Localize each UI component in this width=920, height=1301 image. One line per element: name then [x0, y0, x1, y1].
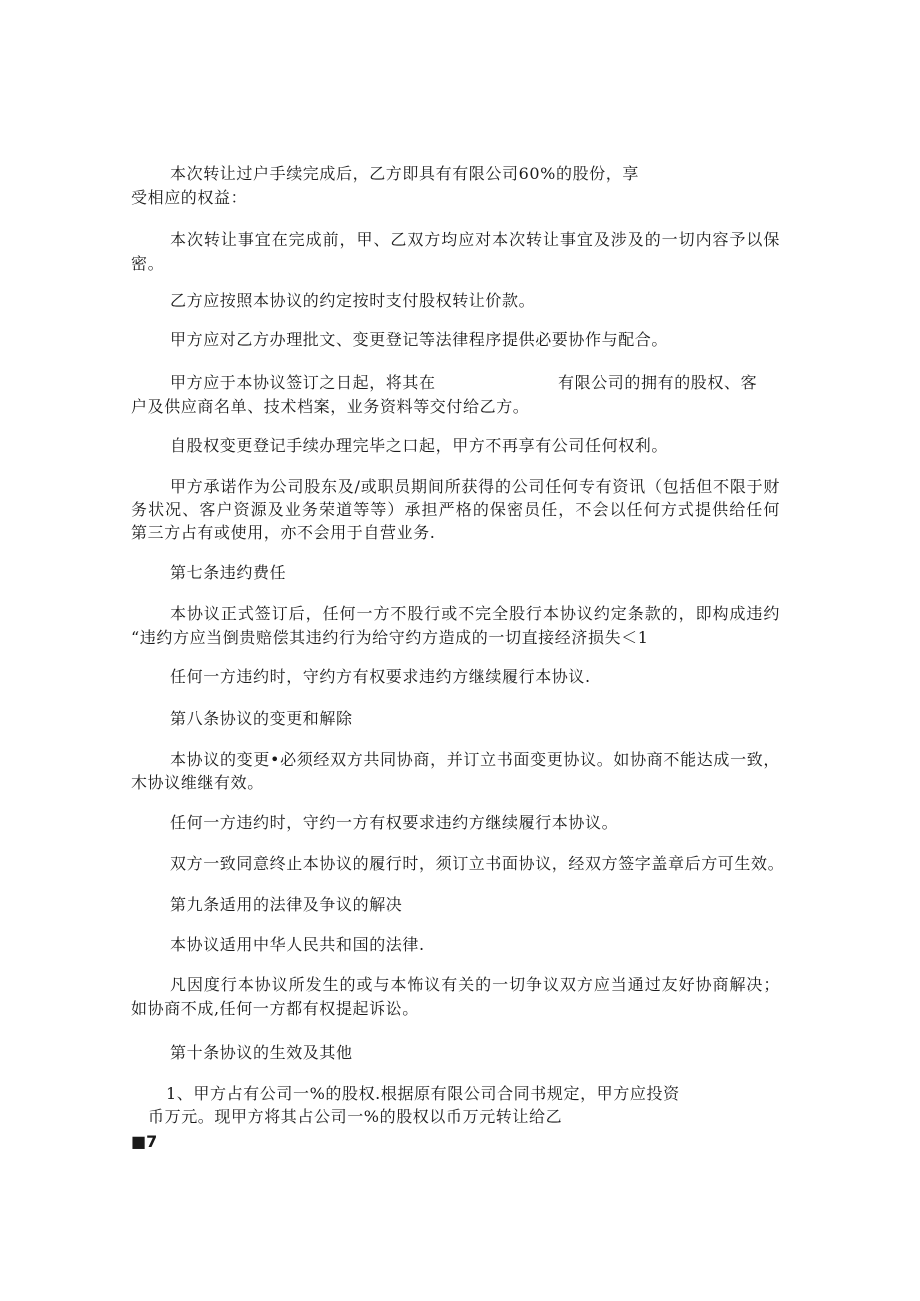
- paragraph-line: 密。: [131, 254, 165, 273]
- paragraph-line: 第三方占有或使用，亦不会用于自营业务.: [131, 523, 436, 542]
- paragraph-line: 本协议的变更•必须经双方共同协商，并订立书面变更协议。如协商不能达成一致，: [170, 750, 780, 769]
- paragraph-line: 凡因度行本协议所发生的或与本怖议有关的一切争议双方应当通过友好协商解决；: [170, 975, 780, 994]
- paragraph-line: 如协商不成,任何一方都有权提起诉讼。: [131, 999, 419, 1018]
- paragraph-line: 任何一方违约时，守约方有权要求违约方继续履行本协议.: [170, 667, 591, 686]
- paragraph-line: 本协议正式签订后，任何一方不股行或不完全股行本协议约定条款的，即构成违约: [170, 604, 780, 623]
- paragraph-line: “违约方应当倒贵赔偿其违约行为给守约方造成的一切直接经济损失＜1: [131, 628, 649, 647]
- paragraph-line: 甲方承诺作为公司股东及/或职员期间所获得的公司任何专有资讯（包括但不限于财: [170, 477, 780, 496]
- paragraph-line: 务状况、客户资源及业务荣道等等）承担严格的保密员任，不会以任何方式提供给任何: [131, 500, 780, 519]
- section-heading: 第八条协议的变更和解除: [170, 709, 353, 728]
- paragraph-line: 本次转让过户手续完成后，乙方即具有有限公司60%的股份，享: [170, 164, 639, 183]
- paragraph-line: 甲方应对乙方办理批文、变更登记等法律程序提供必要协作与配合。: [170, 330, 669, 349]
- paragraph-line: 户及供应商名单、技术档案，业务资料等交付给乙方。: [131, 397, 530, 416]
- paragraph-line: 币万元。现甲方将其占公司一%的股权以币万元转让给乙: [148, 1107, 563, 1126]
- paragraph-line: 1、甲方占有公司一%的股权.根据原有限公司合同书规定，甲方应投资: [166, 1084, 680, 1103]
- section-heading: 第七条违约费任: [170, 563, 287, 582]
- paragraph-line: 本协议适用中华人民共和国的法律.: [170, 935, 425, 954]
- paragraph-line: 双方一致同意终止本协议的履行时，须订立书面协议，经双方签字盖章后方可生效。: [170, 854, 785, 873]
- paragraph-line: 自股权变更登记手续办理完毕之口起，甲方不再享有公司任何权利。: [170, 436, 669, 455]
- page-number: ■7: [131, 1132, 158, 1151]
- section-heading: 第九条适用的法律及争议的解决: [170, 895, 403, 914]
- paragraph-line: 受相应的权益：: [131, 188, 248, 207]
- paragraph-line: 任何一方违约时，守约一方有权要求违约方继续履行本协议。: [170, 813, 619, 832]
- paragraph-line: 本次转让事宜在完成前，甲、乙双方均应对本次转让事宜及涉及的一切内容予以保: [170, 230, 780, 249]
- paragraph-line: 甲方应于本协议签订之日起，将其在: [170, 373, 436, 392]
- paragraph-line: 木协议维继有效。: [131, 773, 264, 792]
- paragraph-line: 有限公司的拥有的股权、客: [558, 373, 758, 392]
- paragraph-line: 乙方应按照本协议的约定按时支付股权转让价款。: [170, 291, 536, 310]
- section-heading: 第十条协议的生效及其他: [170, 1043, 353, 1062]
